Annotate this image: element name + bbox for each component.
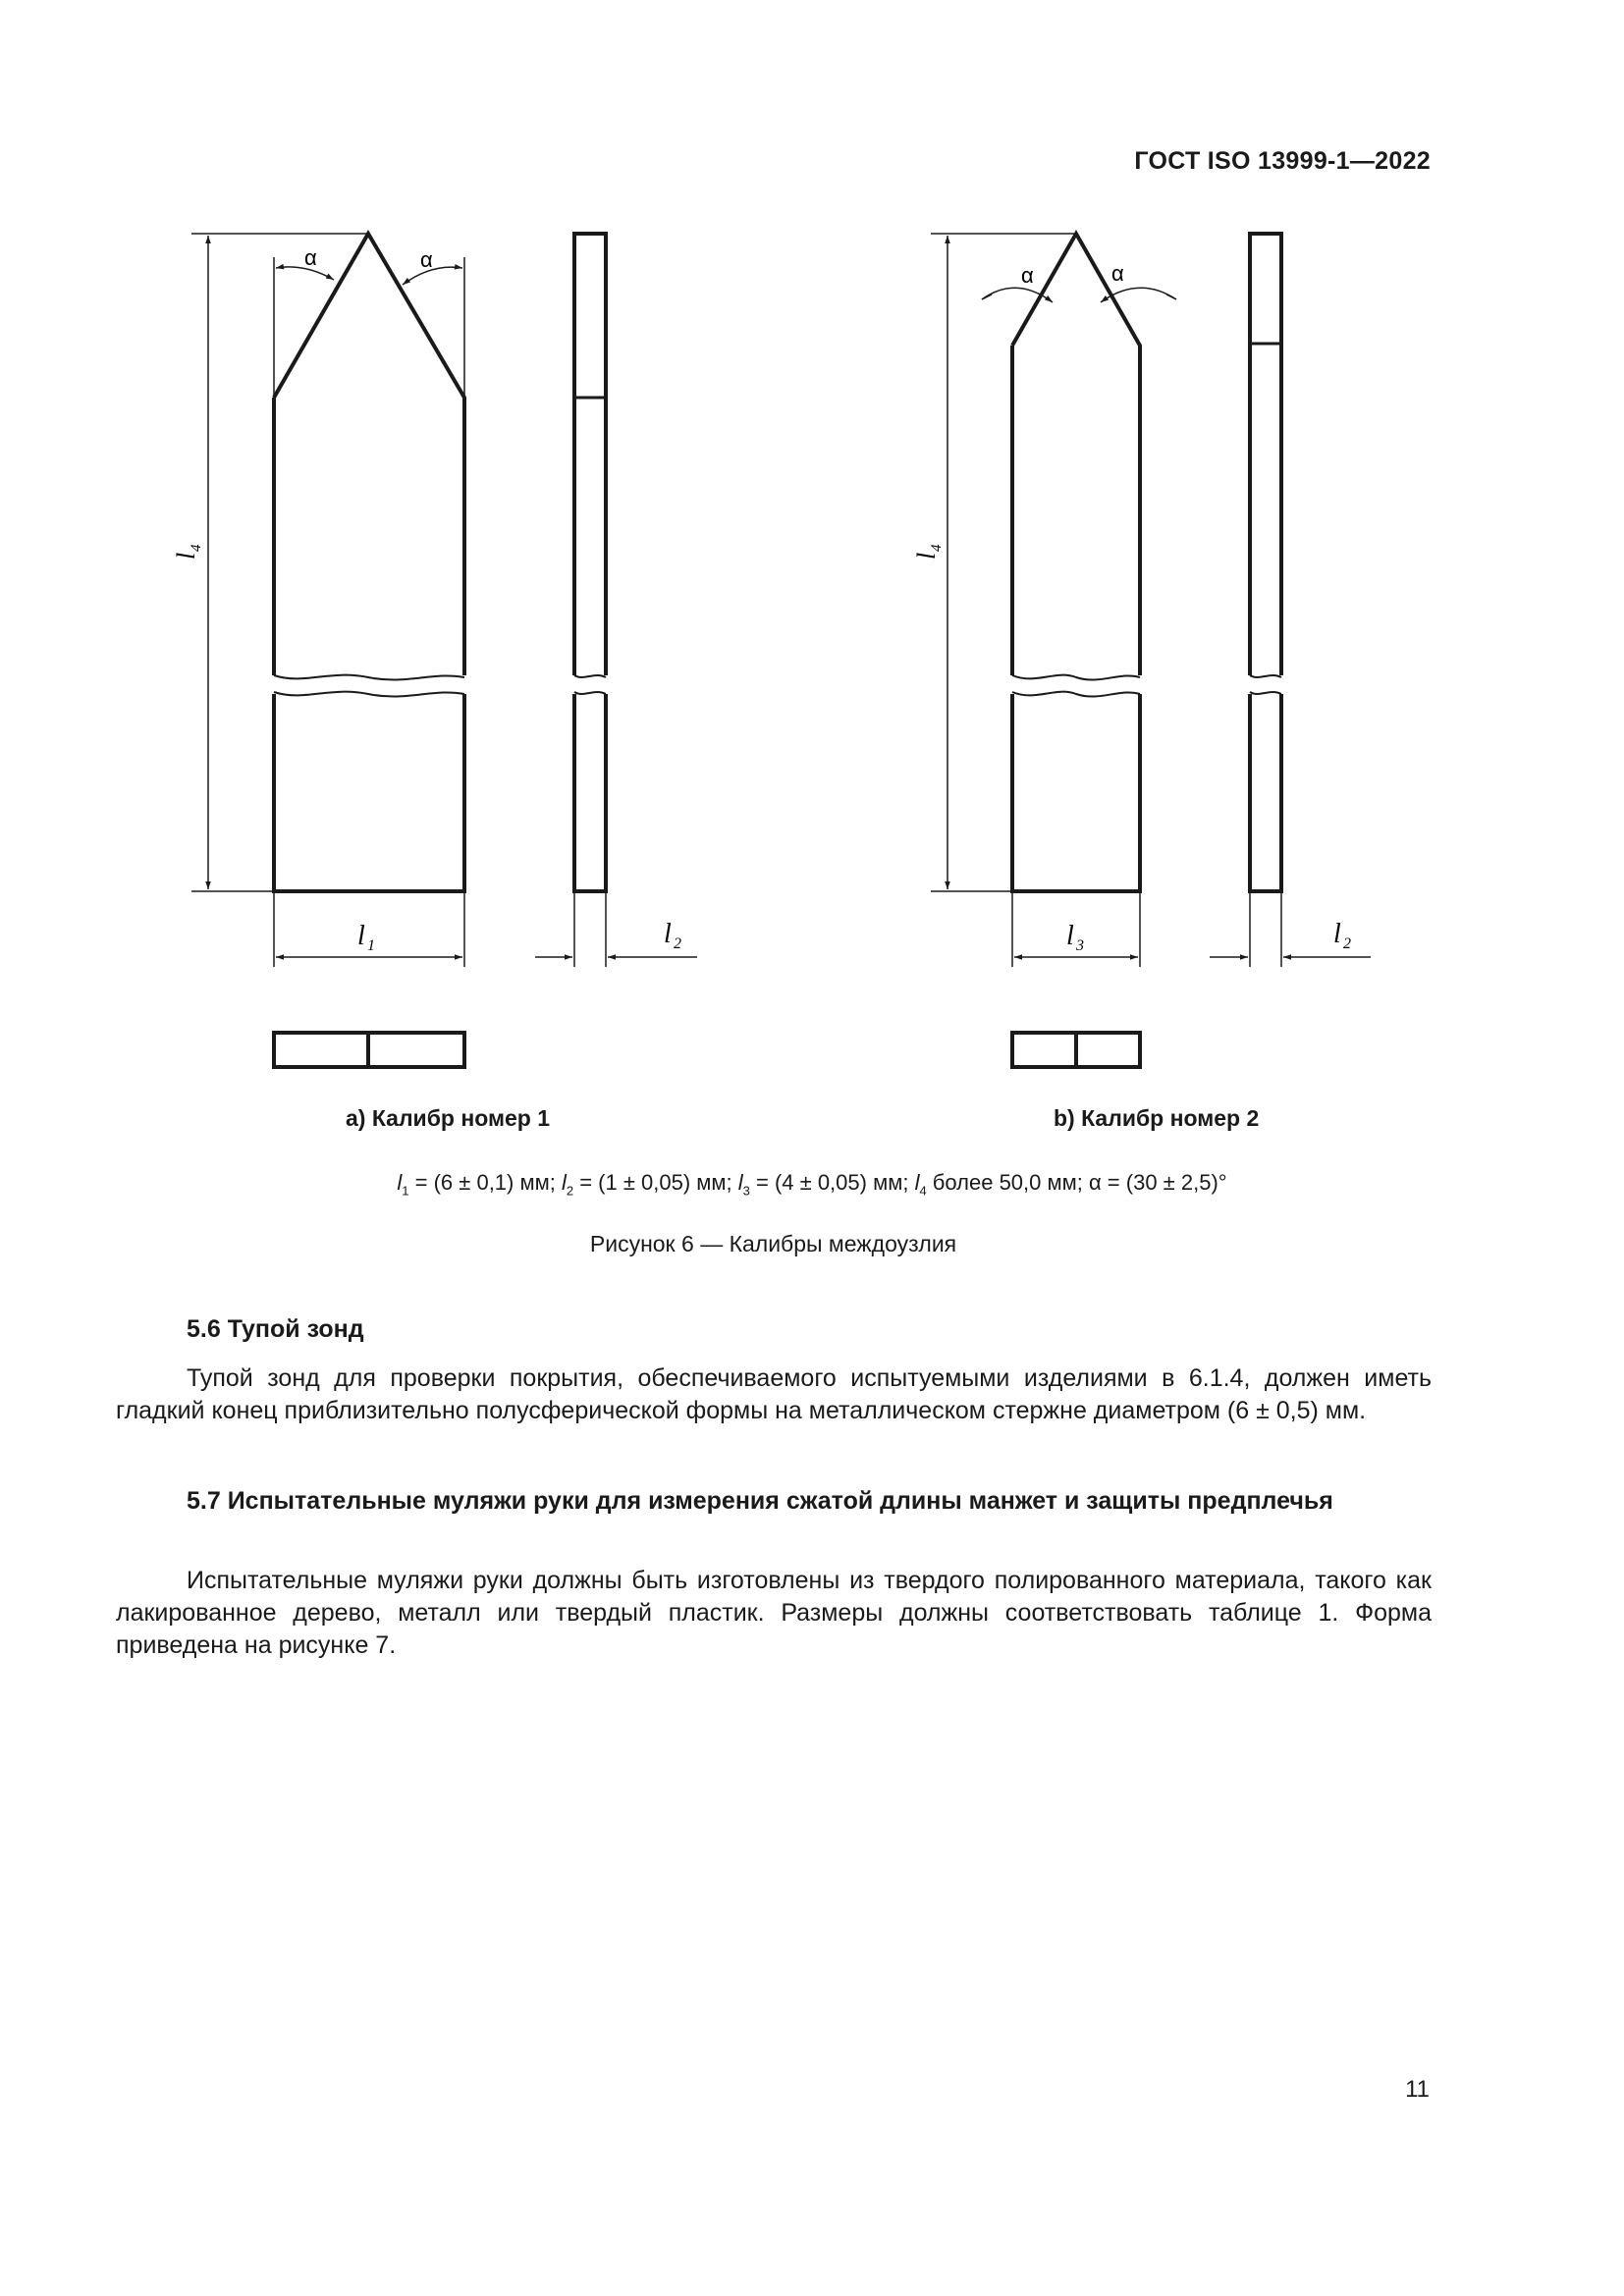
l2-label-1: l — [664, 919, 672, 949]
section-5-6-heading: 5.6 Тупой зонд — [187, 1315, 364, 1343]
caption-gauge-1: a) Калибр номер 1 — [346, 1105, 551, 1131]
alpha-label-2b: α — [1111, 261, 1124, 286]
alpha-label-2a: α — [1021, 263, 1034, 288]
l2-label-2: l — [1333, 919, 1341, 949]
dimension-l1 — [274, 891, 464, 967]
l3-label: l — [1066, 921, 1074, 951]
section-5-6-text: Тупой зонд для проверки покрытия, обеспечиваемого испытуемыми изделиями в 6.1.4, должен иметь гладкий конец приблизительно полусферической формы на металлическом стержне диаметром (6 ± 0,5) мм. — [116, 1364, 1432, 1424]
figure-title: Рисунок 6 — Калибры междоузлия — [589, 1231, 957, 1256]
l2-label-2-sub: 2 — [1343, 935, 1351, 952]
gauge-2-side-view — [1250, 234, 1281, 891]
alpha-label-1a: α — [304, 245, 317, 270]
gauge-1-end-view — [274, 1033, 464, 1067]
caption-gauge-2: b) Калибр номер 2 — [1054, 1105, 1260, 1131]
dimension-l4-gauge-1 — [191, 234, 368, 891]
angle-alpha-gauge-2 — [982, 288, 1176, 302]
dimension-l2-gauge-1 — [535, 891, 697, 967]
l1-label: l — [357, 921, 365, 951]
angle-alpha-gauge-1 — [274, 257, 464, 398]
l2-label-1-sub: 2 — [674, 935, 681, 952]
gauge-1-front-view — [274, 234, 464, 891]
svg-text:4: 4 — [189, 544, 204, 552]
gauge-2-front-view — [1012, 234, 1140, 891]
svg-text:4: 4 — [929, 544, 945, 552]
svg-text:l: l — [912, 552, 941, 560]
l1-label-sub: 1 — [367, 937, 375, 954]
l4-label-2 — [912, 544, 945, 560]
page-number: 11 — [1405, 2076, 1430, 2103]
document-header: ГОСТ ISO 13999-1—2022 — [1134, 147, 1431, 175]
svg-text:l: l — [172, 552, 200, 560]
dimension-l3 — [1012, 891, 1140, 967]
figure-formula: $l_1 = (6 \pm 0,1)$ мм; $l_2 = (1 \pm 0,05)$ мм; $l_3 = (4 \pm 0,05)$ мм; $l_4$ более 50,0 мм; α = (30 ± 2,5)° — [397, 1170, 1227, 1199]
l3-label-sub: 3 — [1076, 937, 1084, 954]
l4-label-1 — [172, 544, 204, 560]
gauge-2-end-view — [1012, 1033, 1140, 1067]
alpha-label-1b: α — [420, 247, 433, 272]
section-5-7-heading: 5.7 Испытательные муляжи руки для измерения сжатой длины манжет и защиты предплечья — [187, 1487, 1333, 1515]
section-5-7-text: Испытательные муляжи руки должны быть изготовлены из твердого полированного материала, такого как лакированное дерево, металл или твердый пластик. Размеры должны соответствовать таблице 1. Форма приведена на рисунке 7. — [116, 1567, 1432, 1659]
dimension-l4-gauge-2 — [931, 234, 1076, 891]
gauge-1-side-view — [574, 234, 606, 891]
dimension-l2-gauge-2 — [1210, 891, 1371, 967]
